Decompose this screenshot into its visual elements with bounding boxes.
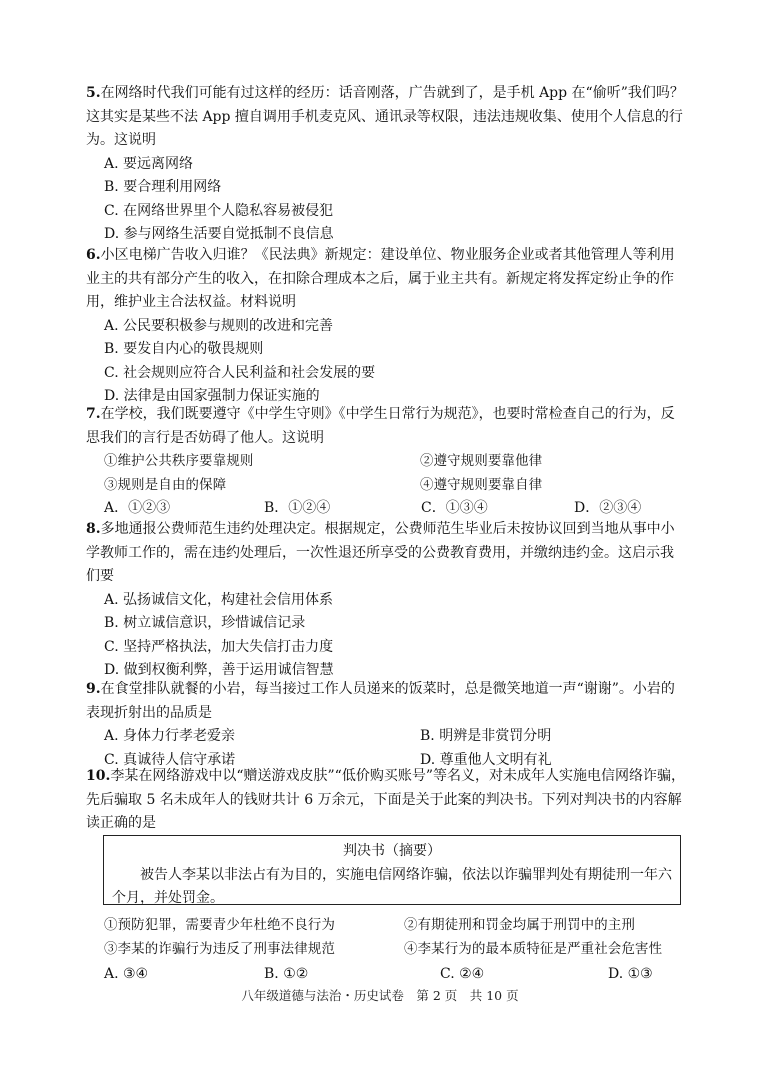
statement-3: ③规则是自由的保障	[104, 477, 227, 493]
option-d: D. 法律是由国家强制力保证实施的	[104, 388, 320, 404]
judgment-box	[103, 835, 681, 905]
question-8	[86, 518, 686, 683]
option-b: B. 要发自内心的敬畏规则	[104, 341, 264, 357]
option-a: A. 身体力行孝老爱亲	[104, 728, 236, 744]
judgment-title: 判决书（摘要）	[343, 843, 441, 859]
option-d: D. 尊重他人文明有礼	[420, 751, 552, 768]
question-number: 8.	[86, 521, 101, 537]
option-b: B. 要合理利用网络	[104, 179, 222, 195]
question-6	[86, 244, 686, 409]
option-c: C. 社会规则应符合人民利益和社会发展的要	[104, 364, 376, 381]
question-8-stem	[86, 518, 686, 589]
question-10-stem	[86, 765, 686, 836]
statement-1: ①预防犯罪，需要青少年杜绝不良行为	[104, 918, 336, 933]
option-row	[104, 962, 686, 986]
option-c: C. 在网络世界里个人隐私容易被侵犯	[104, 202, 334, 219]
option-a: A．①②③	[104, 500, 171, 516]
question-number: 7.	[86, 406, 101, 422]
statement-list	[104, 914, 686, 962]
question-10	[86, 765, 686, 836]
option-b: B. 树立诚信意识，珍惜诚信记录	[104, 615, 306, 631]
question-7-stem	[86, 403, 686, 450]
question-text: 多地通报公费师范生违约处理决定。根据规定，公费师范生毕业后未按协议回到当地从事中小学教师工作的，需在违约处理后，一次性退还所享受的公费教育费用，并缴纳违约金。这启示我们要	[86, 521, 675, 584]
option-a: A. ③④	[104, 966, 149, 982]
option-c: C. ②④	[440, 966, 485, 982]
question-number: 5.	[86, 85, 101, 101]
option-a: A. 要远离网络	[104, 155, 194, 172]
question-7	[86, 403, 686, 521]
option-row	[104, 497, 686, 521]
statement-1: ①维护公共秩序要靠规则	[104, 454, 254, 469]
option-d: D．②③④	[574, 500, 642, 516]
question-number: 10.	[86, 768, 111, 784]
statement-3: ③李某的诈骗行为违反了刑事法律规范	[104, 942, 336, 957]
question-9	[86, 678, 686, 772]
question-text: 在学校，我们既要遵守《中学生守则》《中学生日常行为规范》，也要时常检查自己的行为，反思我们的言行是否妨碍了他人。这说明	[86, 406, 675, 446]
question-text: 小区电梯广告收入归谁？《民法典》新规定：建设单位、物业服务企业或者其他管理人等利用业主的共有部分产生的收入，在扣除合理成本之后，属于业主共有。新规定将发挥定纷止争的作用，维护业主合法权益。材料说明	[86, 247, 675, 310]
question-9-stem	[86, 678, 686, 725]
option-b: B. 明辨是非赏罚分明	[420, 728, 552, 744]
question-6-stem	[86, 244, 686, 315]
option-c: C. 坚持严格执法，加大失信打击力度	[104, 638, 334, 655]
option-d: D. 做到权衡利弊，善于运用诚信智慧	[104, 662, 334, 678]
option-d: D. ①③	[608, 966, 653, 982]
option-b: B. ①②	[264, 966, 309, 982]
question-5-stem	[86, 82, 686, 153]
option-a: A. 公民要积极参与规则的改进和完善	[104, 317, 334, 334]
statement-2: ②有期徒刑和罚金均属于刑罚中的主刑	[404, 918, 636, 933]
question-10-choices	[86, 914, 686, 986]
question-number: 6.	[86, 247, 101, 263]
option-b: B．①②④	[264, 500, 331, 516]
statement-list	[104, 450, 686, 497]
option-c: C. 真诚待人信守承诺	[104, 751, 236, 768]
option-a: A. 弘扬诚信文化，构建社会信用体系	[104, 591, 334, 608]
statement-4: ④李某行为的最本质特征是严重社会危害性	[404, 942, 663, 957]
question-number: 9.	[86, 681, 101, 697]
judgment-body: 被告人李某以非法占有为目的，实施电信网络诈骗，依法以诈骗罪判处有期徒刑一年六个月，并处罚金。	[112, 866, 672, 906]
question-text: 在食堂排队就餐的小岩，每当接过工作人员递来的饭菜时，总是微笑地道一声“谢谢”。小岩的表现折射出的品质是	[86, 681, 675, 721]
statement-4: ④遵守规则要靠自律	[420, 477, 543, 493]
page-footer: 八年级道德与法治・历史试卷 第 2 页 共 10 页	[241, 988, 519, 1003]
option-c: C．①③④	[421, 500, 488, 516]
question-5	[86, 82, 686, 247]
option-d: D. 参与网络生活要自觉抵制不良信息	[104, 226, 334, 242]
question-text: 在网络时代我们可能有过这样的经历：话音刚落，广告就到了，是手机 App 在“偷听”我们吗？这其实是某些不法 App 擅自调用手机麦克风、通讯录等权限，违法违规收集、使用个人信息的行为。这说明	[86, 85, 684, 148]
question-text: 李某在网络游戏中以“赠送游戏皮肤”“低价购买账号”等名义，对未成年人实施电信网络诈骗，先后骗取 5 名未成年人的钱财共计 6 万余元，下面是关于此案的判决书。下列对判决书的内容解读正确的是	[86, 768, 685, 831]
statement-2: ②遵守规则要靠他律	[420, 454, 543, 469]
